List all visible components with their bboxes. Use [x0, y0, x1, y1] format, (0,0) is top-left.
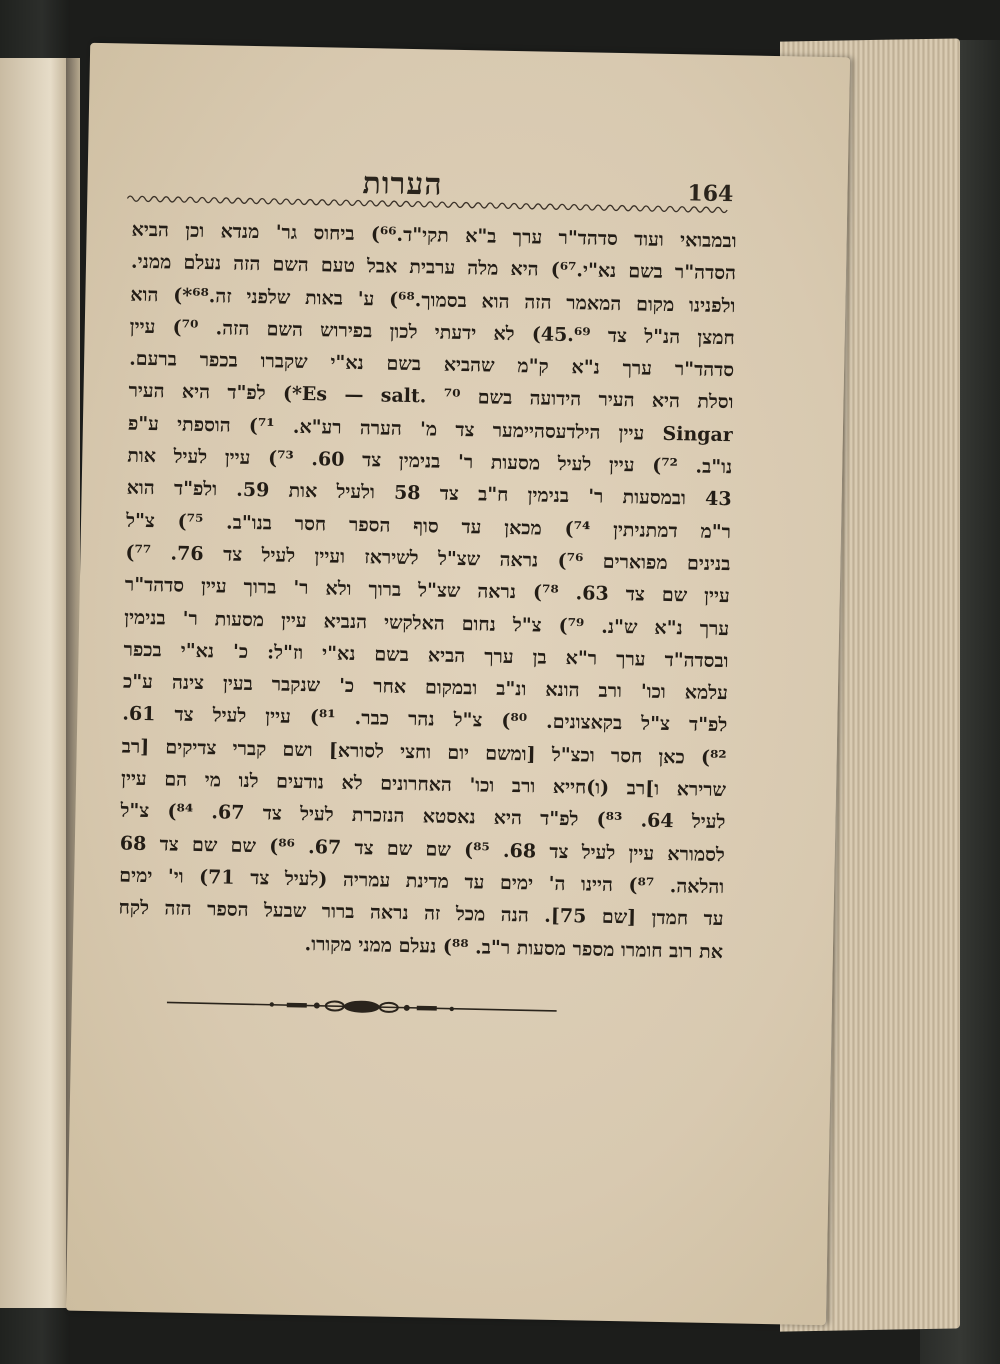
- text-line: 43 ובמסעות ר' בנימין ח"ב צד 58 ולעיל אות 59. ולפ"ד הוא: [126, 476, 732, 511]
- text-line: סדהד"ר ערך נ"א ק"מ שהביא בשם נא"י שקברו בכפר ברעם.: [128, 347, 735, 382]
- text-line: ולפנינו מקום המאמר הזה הוא בסמוך.⁶⁸) ע' באות שלפני זה.⁶⁸*) הוא: [130, 283, 736, 317]
- text-line: ובמבואי ועוד סדהד"ר ערך ב"א תקי"ד.⁶⁶) ביחוס גר' מנדא וכן הביא: [131, 218, 737, 253]
- text-line: ערך נ"א ש"נ. ⁷⁹) צ"ל נחום האלקשי הנביא עיין מסעות ר' בנימין: [124, 606, 730, 640]
- page-number: 164: [687, 180, 734, 208]
- ornament-divider: [167, 990, 557, 1021]
- footnotes-text: [118, 214, 737, 968]
- text-line: לעיל 64. ⁸³) לפ"ד היא נאסטא הנזכרת לעיל צד 67. ⁸⁴) צ"ל: [120, 799, 726, 834]
- facing-page: [0, 58, 72, 1308]
- text-line: בנינים מפוארים ⁷⁶) נראה שצ"ל לשיראז ועיין לעיל צד 76. ⁷⁷): [125, 541, 731, 576]
- text-line: שרירא ו]רב (ו)חייא ורב וכו' האחרונים לא נודעים לנו מי הם עיין: [120, 767, 727, 802]
- text-line: הסדה"ר בשם נא"י.⁶⁷) היא מלה ערבית אבל טעם השם הזה נעלם ממני.: [130, 250, 737, 285]
- book-page: [66, 43, 850, 1325]
- text-line: חמצן הנ"ל צד 45.⁶⁹) לא ידעתי לכון בפירוש השם הזה. ⁷⁰) עיין: [129, 315, 735, 350]
- text-line: וסלת היא העיר הידועה בשם Es — salt. ⁷⁰*) לפ"ד היא העיר: [128, 380, 734, 414]
- text-line: והלאה. ⁸⁷) היינו ה' ימים עד מדינת עמריה (לעיל צד 71) וי' ימים: [119, 864, 725, 899]
- text-line: עיין שם צד 63. ⁷⁸) נראה שצ"ל ברוך ולא ר' ברוך עיין סדהד"ר: [124, 573, 730, 608]
- text-line: ובסדה"ד ערך ר"א בן ערך הביא בשם נא"י וז"ל: כ' נא"י בכפר: [123, 638, 729, 673]
- text-line: Singar עיין הילדעסהיימער צד מ' הערה רע"א. ⁷¹) הוספתי ע"פ: [127, 412, 734, 447]
- text-line: ⁸²) כאן חסר וכצ"ל [ומשם יום וחצי לסורא] ושם קברי צדיקים [רב: [121, 735, 727, 769]
- text-line: לפ"ד צ"ל בקאצונים. ⁸⁰) צ"ל נהר כבר. ⁸¹) עיין לעיל צד 61.: [122, 703, 728, 737]
- text-line: עלמא וכו' ורב הונא ונ"ב ובמקום אחר כ' שנקבר בעין צינה ע"כ: [122, 670, 729, 705]
- text-line: נו"ב. ⁷²) עיין לעיל מסעות ר' בנימין צד 60. ⁷³) עיין לעיל אות: [127, 444, 733, 479]
- running-title: הערות: [362, 166, 443, 203]
- text-line: עד חמדן [שם 75]. הנה מכל זה נראה ברור שבעל הספר הזה לקח: [118, 896, 724, 931]
- text-line: ר"מ דמתניתין ⁷⁴) מכאן עד סוף הספר חסר בנו"ב. ⁷⁵) צ"ל: [125, 509, 732, 543]
- text-line: לסמורא עיין לעיל צד 68. ⁸⁵) שם שם צד 67. ⁸⁶) שם שם צד 68: [119, 832, 725, 866]
- text-line: את רוב חומרו מספר מסעות ר"ב. ⁸⁸) נעלם ממני מקורו.: [304, 932, 724, 963]
